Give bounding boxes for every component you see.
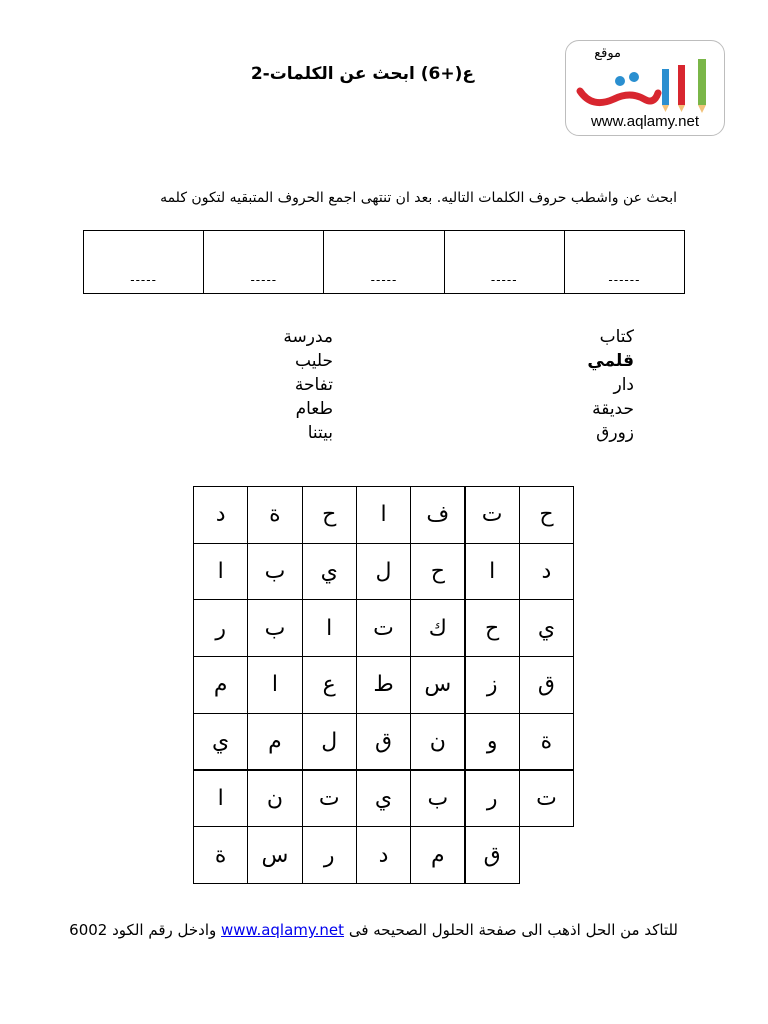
grid-cell[interactable]: ح [519,486,574,544]
grid-cell[interactable]: ي [302,543,357,601]
grid-cell[interactable]: ر [193,599,248,657]
grid-cell[interactable]: ر [302,826,357,884]
grid-cell[interactable]: ح [410,543,465,601]
grid-cell[interactable]: ا [465,543,520,601]
grid-cell[interactable]: ت [302,770,357,828]
grid-cell[interactable]: م [193,656,248,714]
site-logo [565,40,725,136]
answer-blank: ------ [608,273,641,287]
word-item: كتاب [599,327,634,347]
word-item: بيتنا [307,423,333,443]
grid-cell[interactable]: ت [465,486,520,544]
answer-blank: ----- [370,273,398,287]
grid-cell[interactable]: ف [410,486,465,544]
answer-box[interactable] [203,231,323,293]
footer-note [69,921,678,939]
grid-cell[interactable]: ز [465,656,520,714]
grid-cell[interactable]: ح [302,486,357,544]
word-item: مدرسة [283,327,333,347]
logo-graphic [570,47,720,117]
grid-cell[interactable]: ل [302,713,357,771]
grid-cell[interactable]: ل [356,543,411,601]
answer-boxes [83,230,685,294]
grid-cell[interactable]: ر [465,770,520,828]
word-list-right [587,325,634,445]
grid-cell[interactable]: ك [410,599,465,657]
answer-box[interactable] [84,231,203,293]
word-item: طعام [295,399,333,419]
grid-cell[interactable]: ت [356,599,411,657]
grid-cell[interactable]: و [465,713,520,771]
grid-cell[interactable]: م [410,826,465,884]
grid-cell[interactable]: ق [519,656,574,714]
grid-cell[interactable]: س [247,826,302,884]
site-link[interactable]: www.aqlamy.net [221,921,345,939]
grid-cell[interactable]: ي [193,713,248,771]
grid-cell[interactable]: ا [302,599,357,657]
grid-cell[interactable]: ح [465,599,520,657]
instruction-text: ابحث عن واشطب حروف الكلمات التاليه. بعد ان تنتهى اجمع الحروف المتبقيه لتكون كلمه [160,190,677,206]
grid-cell[interactable]: س [410,656,465,714]
grid-cell[interactable]: ة [519,713,574,771]
logo-top-label: موقع [594,46,621,61]
grid-cell[interactable]: د [193,486,248,544]
grid-cell[interactable]: ن [247,770,302,828]
grid-cell[interactable]: ي [356,770,411,828]
grid-cell[interactable]: ت [519,770,574,828]
grid-cell[interactable]: ع [302,656,357,714]
grid-cell[interactable]: م [247,713,302,771]
word-item: قلمي [587,351,634,371]
page-title: ع(+6) ابحث عن الكلمات-2 [250,64,474,84]
grid-cell[interactable]: ا [193,543,248,601]
word-item: دار [613,375,634,395]
grid-cell[interactable]: د [519,543,574,601]
letter-grid [194,487,574,884]
grid-cell[interactable]: د [356,826,411,884]
grid-cell[interactable]: ا [247,656,302,714]
word-list-left [283,325,333,445]
word-item: زورق [596,423,634,443]
grid-cell[interactable]: ا [193,770,248,828]
word-item: حليب [295,351,333,371]
answer-box[interactable] [444,231,564,293]
answer-box[interactable] [564,231,684,293]
grid-cell[interactable]: ة [247,486,302,544]
word-item: حديقة [592,399,634,419]
grid-cell[interactable]: ي [519,599,574,657]
grid-cell[interactable]: ق [356,713,411,771]
answer-blank: ----- [250,273,278,287]
answer-blank: ----- [130,273,157,287]
grid-cell[interactable]: ا [356,486,411,544]
grid-cell[interactable]: ب [410,770,465,828]
grid-cell[interactable]: ن [410,713,465,771]
logo-site-url: www.aqlamy.net [590,113,700,130]
grid-cell[interactable]: ب [247,599,302,657]
footer-text-after: وادخل رقم الكود 6002 [69,921,217,939]
grid-cell[interactable]: ب [247,543,302,601]
grid-cell[interactable]: ق [465,826,520,884]
answer-blank: ----- [490,273,518,287]
grid-cell[interactable]: ة [193,826,248,884]
answer-box[interactable] [323,231,443,293]
grid-cell[interactable]: ط [356,656,411,714]
word-item: تفاحة [294,375,333,395]
footer-text-before: للتاكد من الحل اذهب الى صفحة الحلول الصحيحه فى [348,921,678,939]
